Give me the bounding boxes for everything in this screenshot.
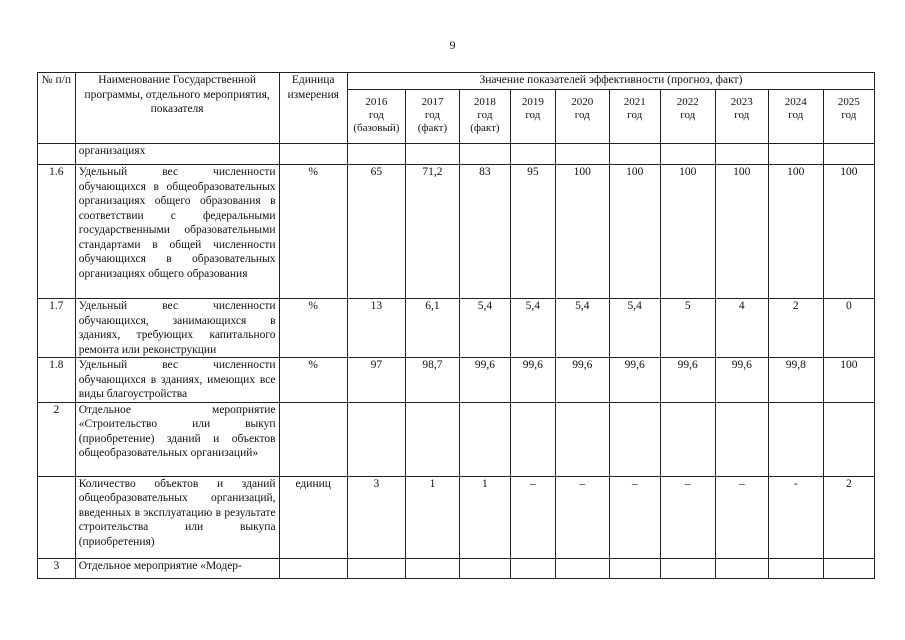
- header-year-note: (факт): [470, 122, 500, 134]
- header-year-note: (факт): [417, 122, 448, 134]
- row-number: 1.8: [38, 358, 76, 403]
- header-year-sub: год: [841, 109, 857, 121]
- value-cell-2021: 100: [609, 165, 660, 299]
- table-row: [38, 165, 875, 299]
- value-cell-2018: 1: [459, 476, 510, 558]
- header-name: Наименование Государственной программы, отдельного мероприятия, показателя: [75, 73, 279, 144]
- value-cell-2017: 6,1: [405, 299, 459, 358]
- row-unit: %: [279, 358, 347, 403]
- value-cell-2022: 100: [660, 165, 715, 299]
- header-year-note: (базовый): [353, 122, 400, 134]
- value-cell-2022: 5: [660, 299, 715, 358]
- value-cell-2025: [823, 144, 874, 165]
- row-number: 3: [38, 558, 76, 578]
- value-cell-2019: –: [510, 476, 555, 558]
- row-name: Количество объектов и зданий общеобразовательных организаций, введенных в эксплуатацию в результате строительства или выкупа (приобретения): [75, 476, 279, 558]
- value-cell-2023: [715, 144, 768, 165]
- value-cell-2024: [768, 558, 823, 578]
- header-year-sub: год: [627, 109, 643, 121]
- value-cell-2019: 95: [510, 165, 555, 299]
- value-cell-2016: [347, 558, 405, 578]
- header-year-year: 2016: [365, 96, 388, 108]
- table-row: [38, 299, 875, 358]
- table-row: [38, 558, 875, 578]
- value-cell-2020: –: [555, 476, 609, 558]
- header-year-2018: [459, 90, 510, 144]
- row-unit: [279, 402, 347, 476]
- value-cell-2017: 98,7: [405, 358, 459, 403]
- table-row: [38, 476, 875, 558]
- row-unit: [279, 144, 347, 165]
- value-cell-2023: –: [715, 476, 768, 558]
- header-year-2019: [510, 90, 555, 144]
- value-cell-2017: [405, 144, 459, 165]
- header-year-year: 2019: [521, 96, 544, 108]
- value-cell-2016: 65: [347, 165, 405, 299]
- value-cell-2016: [347, 144, 405, 165]
- value-cell-2016: 13: [347, 299, 405, 358]
- header-year-2021: [609, 90, 660, 144]
- header-year-2017: [405, 90, 459, 144]
- value-cell-2021: –: [609, 476, 660, 558]
- value-cell-2023: [715, 402, 768, 476]
- value-cell-2022: [660, 144, 715, 165]
- value-cell-2025: [823, 558, 874, 578]
- value-cell-2022: –: [660, 476, 715, 558]
- value-cell-2016: 97: [347, 358, 405, 403]
- value-cell-2020: [555, 402, 609, 476]
- value-cell-2022: 99,6: [660, 358, 715, 403]
- header-year-sub: год: [424, 109, 440, 121]
- table-row: [38, 144, 875, 165]
- value-cell-2018: 99,6: [459, 358, 510, 403]
- value-cell-2019: [510, 144, 555, 165]
- row-number: [38, 144, 76, 165]
- value-cell-2020: [555, 558, 609, 578]
- header-year-sub: год: [368, 109, 384, 121]
- header-unit: Единица измерения: [279, 73, 347, 144]
- row-number: [38, 476, 76, 558]
- header-year-year: 2024: [784, 96, 807, 108]
- row-name: организациях: [75, 144, 279, 165]
- value-cell-2017: 71,2: [405, 165, 459, 299]
- header-year-year: 2022: [676, 96, 699, 108]
- indicators-table: [37, 72, 875, 579]
- header-year-year: 2023: [730, 96, 753, 108]
- value-cell-2018: 5,4: [459, 299, 510, 358]
- value-cell-2024: 2: [768, 299, 823, 358]
- header-year-sub: год: [788, 109, 804, 121]
- value-cell-2018: [459, 558, 510, 578]
- value-cell-2021: [609, 402, 660, 476]
- header-year-sub: год: [574, 109, 590, 121]
- header-year-year: 2025: [837, 96, 860, 108]
- value-cell-2025: [823, 402, 874, 476]
- value-cell-2022: [660, 558, 715, 578]
- value-cell-2019: 5,4: [510, 299, 555, 358]
- header-year-2020: [555, 90, 609, 144]
- value-cell-2024: -: [768, 476, 823, 558]
- row-unit: %: [279, 165, 347, 299]
- value-cell-2021: 5,4: [609, 299, 660, 358]
- table-body: [38, 144, 875, 579]
- value-cell-2023: 99,6: [715, 358, 768, 403]
- header-year-year: 2018: [473, 96, 496, 108]
- value-cell-2025: 100: [823, 165, 874, 299]
- header-year-year: 2020: [571, 96, 594, 108]
- row-name: Отдельное мероприятие «Строительство или выкуп (приобретение) зданий и объектов общеобразовательных организаций»: [75, 402, 279, 476]
- value-cell-2023: [715, 558, 768, 578]
- value-cell-2025: 100: [823, 358, 874, 403]
- value-cell-2021: 99,6: [609, 358, 660, 403]
- value-cell-2018: 83: [459, 165, 510, 299]
- value-cell-2020: [555, 144, 609, 165]
- value-cell-2023: 4: [715, 299, 768, 358]
- header-year-sub: год: [525, 109, 541, 121]
- header-values-group: Значение показателей эффективности (прогноз, факт): [347, 73, 874, 90]
- header-year-sub: год: [680, 109, 696, 121]
- value-cell-2019: [510, 558, 555, 578]
- value-cell-2022: [660, 402, 715, 476]
- value-cell-2025: 0: [823, 299, 874, 358]
- value-cell-2017: [405, 558, 459, 578]
- header-num: № п/п: [38, 73, 76, 144]
- row-unit: [279, 558, 347, 578]
- row-name: Удельный вес численности обучающихся в зданиях, имеющих все виды благоустройства: [75, 358, 279, 403]
- row-name: Отдельное мероприятие «Модер-: [75, 558, 279, 578]
- header-year-2016: [347, 90, 405, 144]
- value-cell-2017: [405, 402, 459, 476]
- value-cell-2016: 3: [347, 476, 405, 558]
- value-cell-2018: [459, 402, 510, 476]
- table-row: [38, 402, 875, 476]
- value-cell-2021: [609, 144, 660, 165]
- header-year-2023: [715, 90, 768, 144]
- row-unit: %: [279, 299, 347, 358]
- value-cell-2020: 99,6: [555, 358, 609, 403]
- header-row-1: [38, 73, 875, 90]
- row-number: 1.7: [38, 299, 76, 358]
- header-year-2024: [768, 90, 823, 144]
- value-cell-2024: [768, 402, 823, 476]
- value-cell-2024: [768, 144, 823, 165]
- header-year-year: 2017: [421, 96, 444, 108]
- header-year-sub: год: [734, 109, 750, 121]
- page-number: 9: [449, 38, 456, 52]
- row-number: 2: [38, 402, 76, 476]
- value-cell-2024: 99,8: [768, 358, 823, 403]
- value-cell-2019: 99,6: [510, 358, 555, 403]
- header-year-year: 2021: [623, 96, 646, 108]
- value-cell-2020: 5,4: [555, 299, 609, 358]
- value-cell-2023: 100: [715, 165, 768, 299]
- value-cell-2016: [347, 402, 405, 476]
- value-cell-2017: 1: [405, 476, 459, 558]
- value-cell-2024: 100: [768, 165, 823, 299]
- header-year-2025: [823, 90, 874, 144]
- value-cell-2020: 100: [555, 165, 609, 299]
- row-name: Удельный вес численности обучающихся в общеобразовательных организациях общего образования в соответствии с федеральными государственными образовательными стандартами в общей численности обучающихся в образовательных организациях общего образования: [75, 165, 279, 299]
- row-unit: единиц: [279, 476, 347, 558]
- table-row: [38, 358, 875, 403]
- row-number: 1.6: [38, 165, 76, 299]
- row-name: Удельный вес численности обучающихся, занимающихся в зданиях, требующих капитального ремонта или реконструкции: [75, 299, 279, 358]
- header-year-2022: [660, 90, 715, 144]
- value-cell-2025: 2: [823, 476, 874, 558]
- value-cell-2018: [459, 144, 510, 165]
- header-year-sub: год: [477, 109, 493, 121]
- value-cell-2019: [510, 402, 555, 476]
- value-cell-2021: [609, 558, 660, 578]
